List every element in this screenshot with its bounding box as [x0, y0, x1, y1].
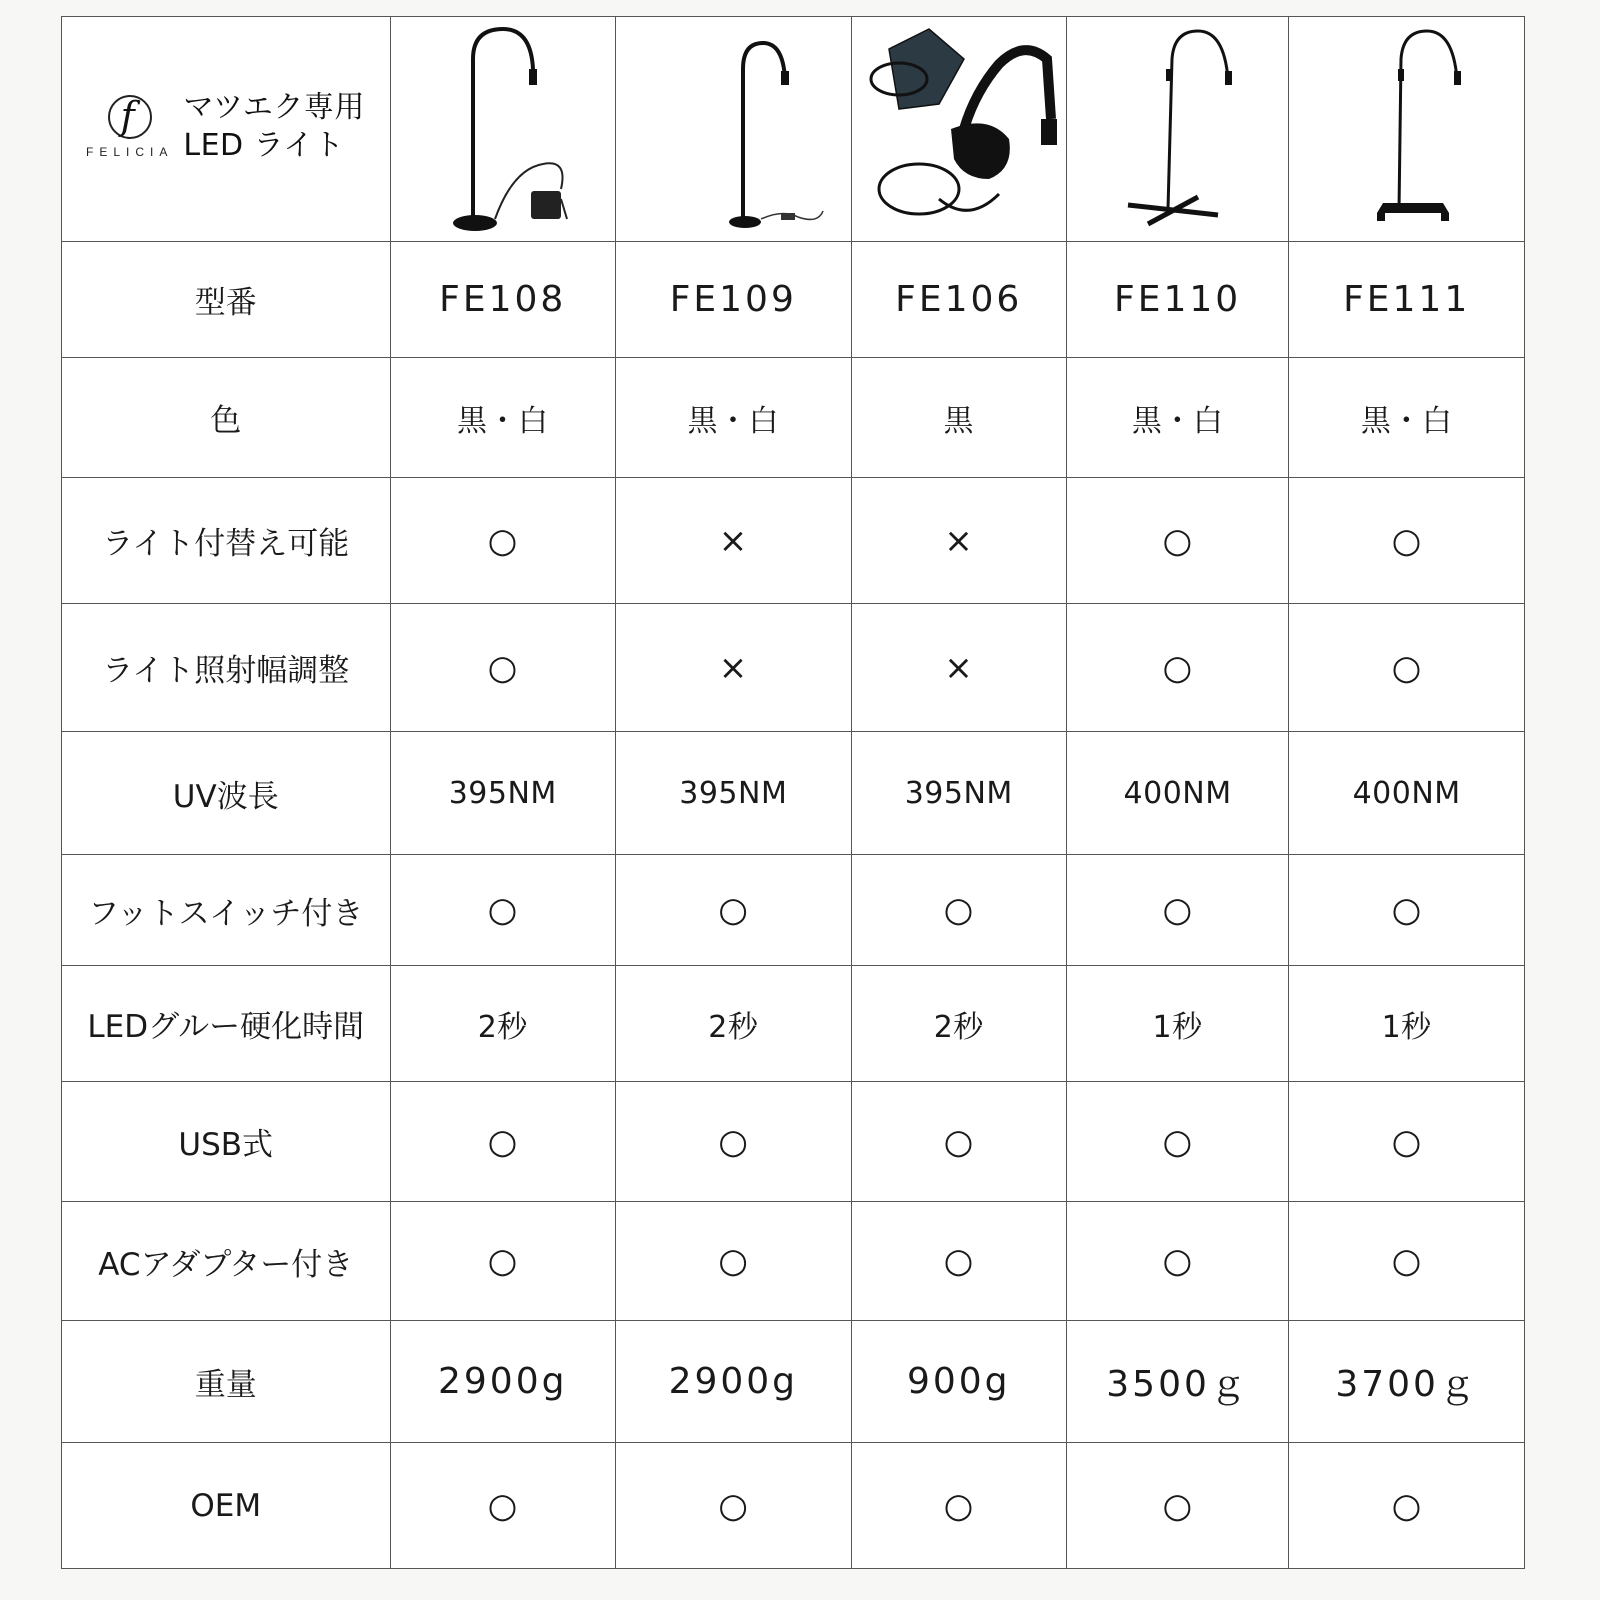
table-cell: 黒: [851, 358, 1066, 478]
table-cell: ×: [851, 604, 1066, 732]
data-rows: [62, 242, 1525, 1569]
table-cell: 2秒: [390, 966, 615, 1082]
table-row-foot-switch: [62, 855, 1525, 966]
table-row-usb: [62, 1082, 1525, 1202]
table-row-weight: [62, 1321, 1525, 1443]
table-cell: ○: [1289, 1443, 1525, 1569]
table-row-color: [62, 358, 1525, 478]
table-cell: ○: [615, 1443, 851, 1569]
table-cell: ○: [851, 1082, 1066, 1202]
product-image-cell-fe109: [615, 17, 851, 242]
table-row-model: [62, 242, 1525, 358]
table-cell: ○: [390, 604, 615, 732]
table-cell: ○: [1289, 1202, 1525, 1321]
table-cell: 3700ｇ: [1289, 1321, 1525, 1443]
table-cell: 395NM: [851, 732, 1066, 855]
table-cell: ○: [615, 855, 851, 966]
product-image-cell-fe110: [1066, 17, 1288, 242]
table-cell: 黒・白: [1066, 358, 1288, 478]
table-cell: ○: [1289, 604, 1525, 732]
table-cell: ○: [1066, 1202, 1288, 1321]
floor-lamp-x-base-icon: [1078, 19, 1278, 239]
brand-title: [183, 89, 365, 165]
table-cell: ○: [1289, 478, 1525, 604]
table-cell: 3500ｇ: [1066, 1321, 1288, 1443]
brand-block: [86, 89, 365, 165]
table-cell: ○: [1289, 855, 1525, 966]
table-cell: ○: [390, 1082, 615, 1202]
table-cell: 黒・白: [390, 358, 615, 478]
product-image-cell-fe106: [851, 17, 1066, 242]
table-cell: FE109: [615, 242, 851, 358]
table-cell: 395NM: [390, 732, 615, 855]
comparison-table-wrapper: [61, 16, 1525, 1600]
brand-title-line2: LED ライト: [183, 128, 345, 163]
gooseneck-lamp-bag-icon: [859, 19, 1059, 239]
table-cell: ○: [1066, 855, 1288, 966]
table-cell: ×: [615, 478, 851, 604]
table-cell: 2900g: [390, 1321, 615, 1443]
floor-lamp-icon: [633, 19, 833, 239]
table-cell: ×: [615, 604, 851, 732]
table-cell: ○: [615, 1202, 851, 1321]
table-row-uv-wavelength: [62, 732, 1525, 855]
row-label: LEDグルー硬化時間: [62, 966, 391, 1082]
table-cell: 400NM: [1289, 732, 1525, 855]
table-cell: ○: [615, 1082, 851, 1202]
table-cell: ○: [390, 1202, 615, 1321]
table-cell: 400NM: [1066, 732, 1288, 855]
product-image-cell-fe111: [1289, 17, 1525, 242]
row-label: 重量: [62, 1321, 391, 1443]
table-cell: 1秒: [1289, 966, 1525, 1082]
row-label: 色: [62, 358, 391, 478]
table-cell: ○: [390, 478, 615, 604]
brand-cell: [62, 17, 391, 242]
row-label: ライト付替え可能: [62, 478, 391, 604]
row-label: 型番: [62, 242, 391, 358]
table-cell: 黒・白: [615, 358, 851, 478]
table-cell: ×: [851, 478, 1066, 604]
row-label: フットスイッチ付き: [62, 855, 391, 966]
table-cell: FE110: [1066, 242, 1288, 358]
table-cell: 900g: [851, 1321, 1066, 1443]
row-label: ACアダプター付き: [62, 1202, 391, 1321]
table-cell: 2秒: [851, 966, 1066, 1082]
table-cell: ○: [390, 1443, 615, 1569]
floor-lamp-pedal-icon: [403, 19, 603, 239]
row-label: UV波長: [62, 732, 391, 855]
logo-wordmark: FELICIA: [86, 145, 174, 159]
table-cell: FE106: [851, 242, 1066, 358]
table-cell: FE108: [390, 242, 615, 358]
table-cell: 2秒: [615, 966, 851, 1082]
table-cell: 黒・白: [1289, 358, 1525, 478]
table-cell: ○: [1066, 1082, 1288, 1202]
table-cell: ○: [851, 855, 1066, 966]
table-cell: ○: [851, 1202, 1066, 1321]
table-row-replaceable-light: [62, 478, 1525, 604]
image-row: [62, 17, 1525, 242]
table-cell: 2900g: [615, 1321, 851, 1443]
table-cell: ○: [390, 855, 615, 966]
felicia-logo-mark-icon: [108, 95, 152, 139]
table-row-curing-time: [62, 966, 1525, 1082]
felicia-logo: [86, 95, 173, 159]
product-image-cell-fe108: [390, 17, 615, 242]
table-cell: ○: [851, 1443, 1066, 1569]
floor-lamp-rect-base-icon: [1307, 19, 1507, 239]
table-row-beam-width: [62, 604, 1525, 732]
table-cell: ○: [1066, 604, 1288, 732]
table-cell: 1秒: [1066, 966, 1288, 1082]
table-row-ac-adapter: [62, 1202, 1525, 1321]
brand-title-line1: マツエク専用: [183, 90, 365, 125]
table-cell: ○: [1066, 1443, 1288, 1569]
row-label: OEM: [62, 1443, 391, 1569]
table-cell: ○: [1066, 478, 1288, 604]
row-label: ライト照射幅調整: [62, 604, 391, 732]
table-row-oem: [62, 1443, 1525, 1569]
table-cell: ○: [1289, 1082, 1525, 1202]
comparison-table: [61, 16, 1525, 1569]
row-label: USB式: [62, 1082, 391, 1202]
table-cell: 395NM: [615, 732, 851, 855]
table-cell: FE111: [1289, 242, 1525, 358]
